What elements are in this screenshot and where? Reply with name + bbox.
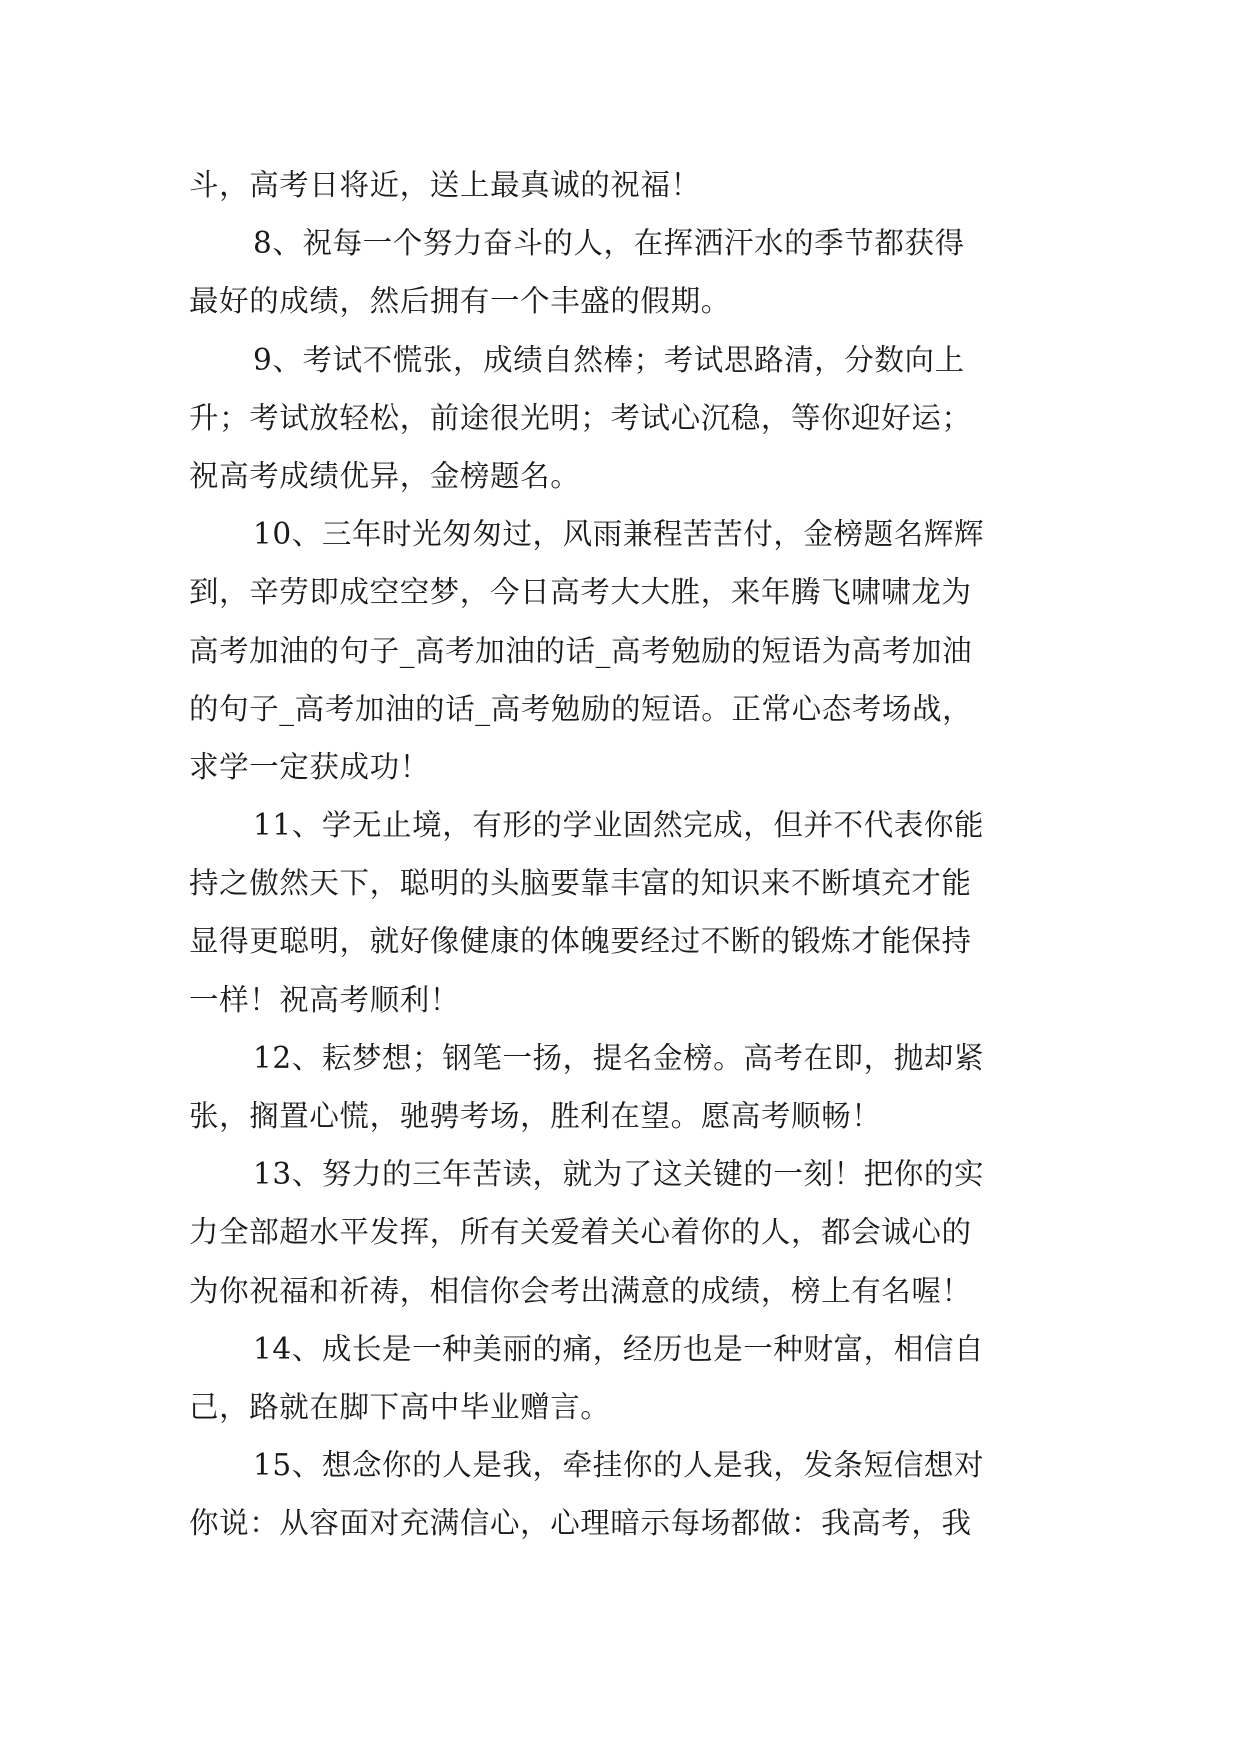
text-line: 11、学无止境，有形的学业固然完成，但并不代表你能 <box>253 808 985 843</box>
text-line: 到，辛劳即成空空梦，今日高考大大胜，来年腾飞啸啸龙为 <box>189 575 972 610</box>
text-line: 10、三年时光匆匆过，风雨兼程苦苦付，金榜题名辉辉 <box>253 517 985 552</box>
text-line: 祝高考成绩优异，金榜题名。 <box>189 458 581 493</box>
text-line: 14、成长是一种美丽的痛，经历也是一种财富，相信自 <box>253 1331 985 1366</box>
document-body <box>189 156 1069 1553</box>
text-line: 升；考试放轻松，前途很光明；考试心沉稳，等你迎好运； <box>189 400 972 435</box>
text-line: 力全部超水平发挥，所有关爱着关心着你的人，都会诚心的 <box>189 1215 972 1250</box>
text-line: 为你祝福和祈祷，相信你会考出满意的成绩，榜上有名喔！ <box>189 1273 972 1308</box>
text-line: 斗，高考日将近，送上最真诚的祝福！ <box>189 168 701 202</box>
text-line: 己，路就在脚下高中毕业赠言。 <box>189 1389 611 1424</box>
text-line: 最好的成绩，然后拥有一个丰盛的假期。 <box>189 284 731 319</box>
text-line: 一样！祝高考顺利！ <box>189 982 460 1017</box>
text-line: 求学一定获成功！ <box>189 749 430 784</box>
text-line: 你说：从容面对充满信心，心理暗示每场都做：我高考，我 <box>189 1506 972 1541</box>
text-line: 持之傲然天下，聪明的头脑要靠丰富的知识来不断填充才能 <box>189 866 972 901</box>
text-line: 15、想念你的人是我，牵挂你的人是我，发条短信想对 <box>253 1448 985 1483</box>
text-line: 9、考试不慌张，成绩自然棒；考试思路清，分数向上 <box>253 342 965 377</box>
text-line: 张，搁置心慌，驰骋考场，胜利在望。愿高考顺畅！ <box>189 1099 882 1133</box>
text-line: 12、耘梦想；钢笔一扬，提名金榜。高考在即，抛却紧 <box>253 1040 985 1075</box>
text-line: 高考加油的句子_高考加油的话_高考勉励的短语为高考加油 <box>189 633 973 668</box>
text-line: 8、祝每一个努力奋斗的人，在挥洒汗水的季节都获得 <box>253 226 965 261</box>
text-line: 显得更聪明，就好像健康的体魄要经过不断的锻炼才能保持 <box>189 924 972 959</box>
text-line: 的句子_高考加油的话_高考勉励的短语。正常心态考场战， <box>189 691 973 726</box>
text-line: 13、努力的三年苦读，就为了这关键的一刻！把你的实 <box>253 1157 985 1192</box>
